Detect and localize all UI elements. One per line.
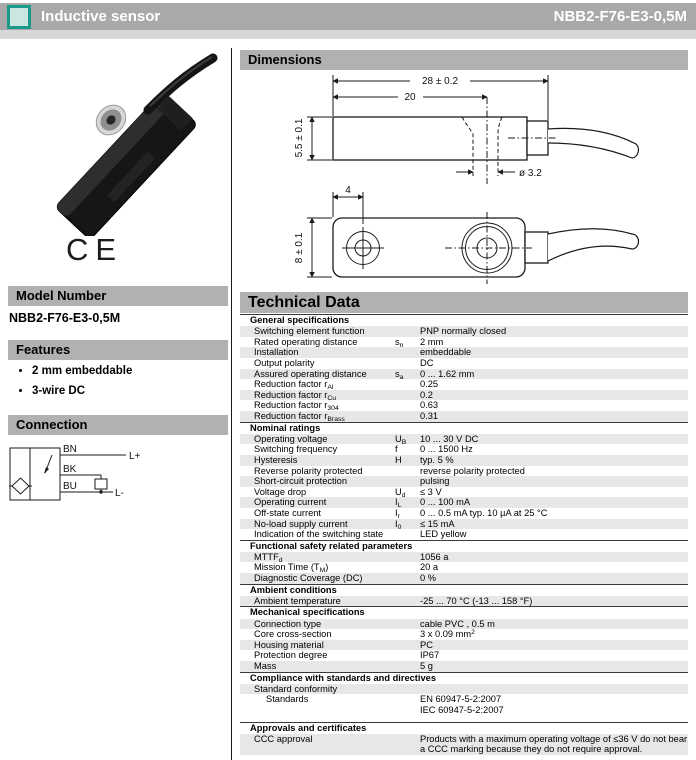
tech-row-symbol (395, 379, 420, 390)
tech-row-value: cable PVC , 0.5 m (420, 618, 495, 629)
tech-row-value: 10 ... 30 V DC (420, 433, 479, 444)
tech-row (240, 455, 688, 466)
load-resistor (95, 479, 107, 489)
header-substrip (0, 30, 696, 39)
tech-row-value: 3 x 0.09 $mm^2$ (420, 629, 475, 640)
tech-row-label: $MTTF_d$ (254, 551, 283, 564)
tech-row-label: CCC approval (254, 733, 313, 744)
tech-row (240, 629, 688, 640)
wire-label-bu: BU (63, 481, 77, 492)
page-title: Inductive sensor (41, 8, 161, 25)
ce-mark: CE (66, 232, 124, 267)
feature-text: 3-wire DC (32, 385, 86, 397)
tech-row (240, 358, 688, 369)
tech-row-value: 0 ... 1.62 mm (420, 368, 475, 379)
tech-row-symbol (395, 562, 420, 573)
tech-row (240, 434, 688, 445)
tech-row-label: Mission Time $(T_M)$ (254, 562, 329, 575)
tech-row-label: Operating voltage (254, 433, 328, 444)
tech-row-symbol (395, 529, 420, 540)
terminal-label-lplus: L+ (129, 451, 141, 462)
tech-row-value: 0 ... 0.5 mA typ. 10 µA at 25 °C (420, 507, 548, 518)
tech-row (240, 326, 688, 337)
tech-row-symbol: $s_n$ (395, 336, 404, 349)
technical-data-heading: Technical Data (240, 292, 688, 313)
terminal-label-lminus: L- (115, 488, 124, 499)
tech-row (240, 562, 688, 573)
features-heading: Features (8, 340, 228, 360)
tech-row (240, 337, 688, 348)
tech-row-symbol (395, 573, 420, 584)
tech-row (240, 619, 688, 630)
tech-section-header: Nominal ratings (240, 422, 688, 434)
tech-row-value: ≤ 15 mA (420, 518, 455, 529)
tech-row-value: 0.31 (420, 410, 439, 421)
tech-row-symbol: $U_d$ (395, 486, 406, 499)
tech-row-label: No-load supply current (254, 518, 348, 529)
tech-section-header: Ambient conditions (240, 584, 688, 596)
tech-row (240, 734, 688, 755)
tech-row-symbol (395, 629, 420, 640)
dimensions-drawing (240, 72, 696, 290)
tech-row-label: Mass (254, 661, 277, 672)
tech-row-value: 0.25 (420, 379, 439, 390)
tech-row-label: Reverse polarity protected (254, 465, 363, 476)
tech-row-symbol: $I_L$ (395, 497, 402, 510)
tech-row-symbol: $s_a$ (395, 368, 404, 381)
tech-row-label: Housing material (254, 639, 324, 650)
tech-row-value: PC (420, 639, 433, 650)
tech-row-value: 0 % (420, 573, 437, 584)
product-photo (10, 48, 222, 236)
tech-row-label: Standards (266, 694, 309, 705)
tech-section-header: Mechanical specifications (240, 606, 688, 618)
tech-row (240, 573, 688, 584)
tech-row-label: Output polarity (254, 357, 315, 368)
tech-row-label: Indication of the switching state (254, 529, 384, 540)
tech-row-symbol (395, 650, 420, 661)
tech-row-symbol (395, 347, 420, 358)
header-model-number: NBB2-F76-E3-0,5M (553, 8, 687, 25)
tech-row-symbol (395, 684, 420, 695)
tech-row (240, 519, 688, 530)
tech-row-value: 2 mm (420, 336, 444, 347)
tech-row-symbol (395, 596, 420, 607)
tech-row-label: Installation (254, 347, 299, 358)
tech-row-label: Rated operating distance (254, 336, 358, 347)
tech-row-label: Short-circuit protection (254, 476, 348, 487)
wire-label-bn: BN (63, 444, 77, 455)
tech-row-symbol (395, 476, 420, 487)
tech-row-label: Reduction factor $r_{Brass}$ (254, 410, 345, 423)
tech-row (240, 390, 688, 401)
tech-row (240, 684, 688, 695)
cable-top (548, 229, 639, 261)
dim-width-label: 8 ± 0.1 (294, 232, 305, 264)
tech-row-label: Hysteresis (254, 454, 298, 465)
tech-row-symbol (395, 400, 420, 411)
connection-heading: Connection (8, 415, 228, 435)
tech-row-value: 0 ... 100 mA (420, 497, 471, 508)
tech-row-value: 1056 a (420, 551, 449, 562)
tech-row-value: 0.2 (420, 389, 433, 400)
tech-row-symbol: H (395, 454, 402, 465)
tech-row-label: Reduction factor $r_{Al}$ (254, 379, 334, 392)
tech-row-symbol (395, 390, 420, 401)
tech-row-symbol (395, 552, 420, 563)
tech-row (240, 347, 688, 358)
tech-section-header: Approvals and certificates (240, 722, 688, 734)
features-list (8, 365, 132, 405)
tech-row-symbol (395, 619, 420, 630)
tech-row-value: IP67 (420, 650, 440, 661)
model-number-heading: Model Number (8, 286, 228, 306)
tech-row-value: pulsing (420, 476, 450, 487)
sensor-symbol-box (10, 448, 60, 500)
tech-row-symbol (395, 640, 420, 651)
tech-row (240, 476, 688, 487)
tech-row-value: EN 60947-5-2:2007 IEC 60947-5-2:2007 (420, 694, 504, 716)
tech-row (240, 694, 688, 715)
tech-row-symbol: $I_r$ (395, 507, 400, 520)
dim-hole-offset-side-label: 4 (345, 185, 351, 196)
model-number-value: NBB2-F76-E3-0,5M (9, 311, 121, 325)
tech-row-label: Switching element function (254, 326, 365, 337)
tech-row-value: DC (420, 357, 434, 368)
tech-row-label: Protection degree (254, 650, 328, 661)
tech-row-symbol: $I_0$ (395, 518, 402, 531)
column-divider (231, 48, 232, 760)
tech-row (240, 640, 688, 651)
technical-data-table (240, 314, 688, 755)
tech-row-value: -25 ... 70 °C (-13 ... 158 °F) (420, 595, 533, 606)
tech-row-label: Core cross-section (254, 629, 332, 640)
tech-row (240, 400, 688, 411)
tech-row-label: Voltage drop (254, 486, 307, 497)
tech-row-symbol (395, 661, 420, 672)
tech-row-label: Reduction factor $r_{304}$ (254, 400, 339, 413)
tech-row-value: 20 a (420, 562, 439, 573)
tech-row-label: Off-state current (254, 507, 321, 518)
side-view (307, 75, 638, 184)
dim-hole-dia-label: ø 3.2 (519, 168, 542, 179)
tech-row-label: Connection type (254, 618, 322, 629)
tech-row-label: Reduction factor $r_{Cu}$ (254, 389, 337, 402)
cable (148, 58, 213, 110)
tech-row (240, 466, 688, 477)
tech-row-label: Diagnostic Coverage (DC) (254, 573, 363, 584)
tech-row (240, 596, 688, 607)
tech-row (240, 650, 688, 661)
dim-height-label: 5.5 ± 0.1 (294, 118, 305, 158)
dim-hole-offset-top-label: 20 (404, 92, 416, 103)
tech-row-label: Assured operating distance (254, 368, 367, 379)
tech-row (240, 411, 688, 422)
tech-row-label: Ambient temperature (254, 595, 341, 606)
tech-row-symbol: $U_B$ (395, 433, 407, 446)
tech-row-symbol (395, 734, 420, 755)
tech-row-value: typ. 5 % (420, 454, 454, 465)
tech-row (240, 487, 688, 498)
tech-row (240, 379, 688, 390)
tech-row-value: LED yellow (420, 529, 467, 540)
connection-diagram (8, 443, 178, 538)
tech-row-symbol (395, 326, 420, 337)
tech-row-value: PNP normally closed (420, 326, 507, 337)
wire-label-bk: BK (63, 464, 77, 475)
sensor-body (55, 91, 199, 236)
tech-row-value: 0 ... 1500 Hz (420, 444, 473, 455)
tech-row (240, 552, 688, 563)
tech-section-header: Functional safety related parameters (240, 540, 688, 552)
tech-row-label: Operating current (254, 497, 327, 508)
tech-section-header: Compliance with standards and directives (240, 672, 688, 684)
tech-row-value: 5 g (420, 661, 433, 672)
tech-row (240, 497, 688, 508)
tech-row-symbol (395, 694, 420, 715)
tech-row (240, 529, 688, 540)
tech-row (240, 661, 688, 672)
dimensions-heading: Dimensions (240, 50, 688, 70)
tech-row-symbol (395, 358, 420, 369)
tech-row-value: ≤ 3 V (420, 486, 442, 497)
tech-row-label: Switching frequency (254, 444, 338, 455)
tech-row-value: Products with a maximum operating voltage of ≤36 V do not bear a CCC marking because they do not require approval. (420, 733, 688, 755)
header-bar (0, 3, 696, 30)
tech-row-value (420, 684, 688, 695)
tech-section-header: General specifications (240, 314, 688, 326)
tech-row (240, 444, 688, 455)
tech-row (240, 508, 688, 519)
dim-length-label: 28 ± 0.2 (421, 76, 459, 87)
tech-row-symbol: f (395, 444, 398, 455)
feature-item (32, 365, 132, 377)
cable-side (548, 128, 638, 158)
tech-row-value: 0.63 (420, 400, 439, 411)
tech-row-value: reverse polarity protected (420, 465, 525, 476)
feature-item (32, 385, 132, 397)
brand-icon (7, 5, 31, 29)
tech-row-symbol (395, 411, 420, 422)
feature-text: 2 mm embeddable (32, 365, 133, 377)
tech-row-label: Standard conformity (254, 683, 338, 694)
tech-row-value: embeddable (420, 347, 472, 358)
top-view (307, 192, 639, 284)
tech-row (240, 369, 688, 380)
tech-row-symbol (395, 466, 420, 477)
